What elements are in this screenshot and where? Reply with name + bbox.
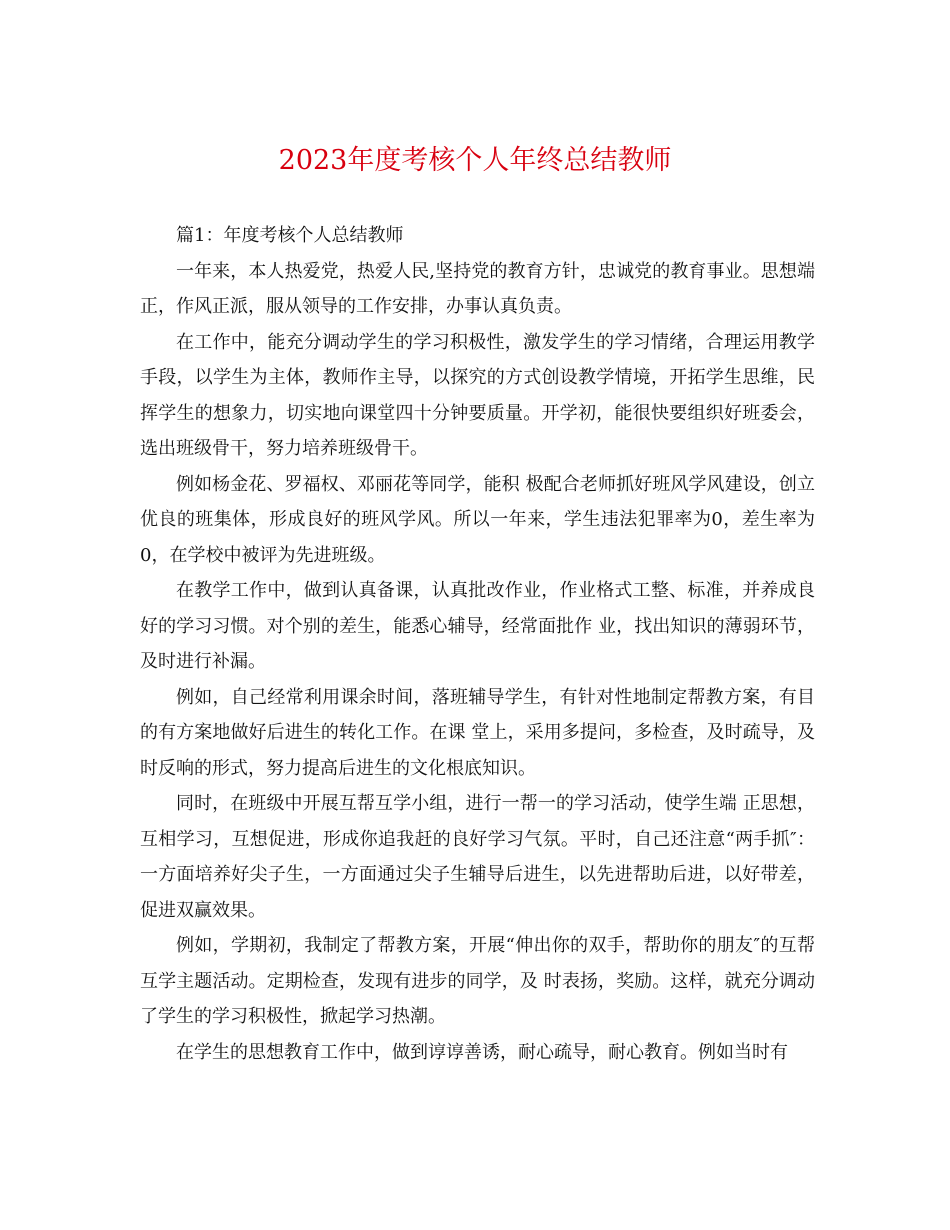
paragraph-3: 例如杨金花、罗福权、邓丽花等同学，能积 极配合老师抓好班风学风建设，创立优良的班集体，形成良好的班风学风。所以一年来，学生违法犯罪率为0，差生率为0，在学校中被评为先进班级。: [140, 473, 815, 566]
paragraph-5: 例如，自己经常利用课余时间，落班辅导学生，有针对性地制定帮教方案，有目的有方案地做好后进生的转化工作。在课 堂上，采用多提问，多检查，及时疏导，及时反响的形式，努力提高后进生的文化根底知识。: [140, 686, 815, 779]
paragraph-2: 在工作中，能充分调动学生的学习积极性，激发学生的学习情绪，合理运用教学手段，以学生为主体，教师作主导，以探究的方式创设教学情境，开拓学生思维，民 挥学生的想象力，切实地向课堂四十分钟要质量。开学初，能很快要组织好班委会，选出班级骨干，努力培养班级骨干。: [140, 331, 815, 459]
section-heading: 篇1：年度考核个人总结教师: [176, 225, 404, 246]
paragraph-6: 同时，在班级中开展互帮互学小组，进行一帮一的学习活动，使学生端 正思想，互相学习，互想促进，形成你追我赶的良好学习气氛。平时，自己还注意“两手抓″：一方面培养好尖子生，一方面通过尖子生辅导后进生，以先进帮助后进，以好带差，促进双赢效果。: [140, 793, 815, 921]
document-title: 2023年度考核个人年终总结教师: [278, 145, 672, 176]
paragraph-4: 在教学工作中，做到认真备课，认真批改作业，作业格式工整、标准，并养成良好的学习习惯。对个别的差生，能悉心辅导，经常面批作 业，找出知识的薄弱环节，及时进行补漏。: [140, 580, 815, 672]
paragraph-1: 一年来，本人热爱党，热爱人民,坚持党的教育方针，忠诚党的教育事业。思想端正，作风正派，服从领导的工作安排，办事认真负责。: [140, 260, 815, 317]
document-body: [140, 218, 815, 1070]
paragraph-8: 在学生的思想教育工作中，做到谆谆善诱，耐心疏导，耐心教育。例如当时有: [176, 1041, 788, 1063]
paragraph-7: 例如，学期初，我制定了帮教方案，开展“伸出你的双手，帮助你的朋友″的互帮互学主题活动。定期检查，发现有进步的同学，及 时表扬，奖励。这样，就充分调动了学生的学习积极性，掀起学习热潮。: [140, 935, 815, 1027]
